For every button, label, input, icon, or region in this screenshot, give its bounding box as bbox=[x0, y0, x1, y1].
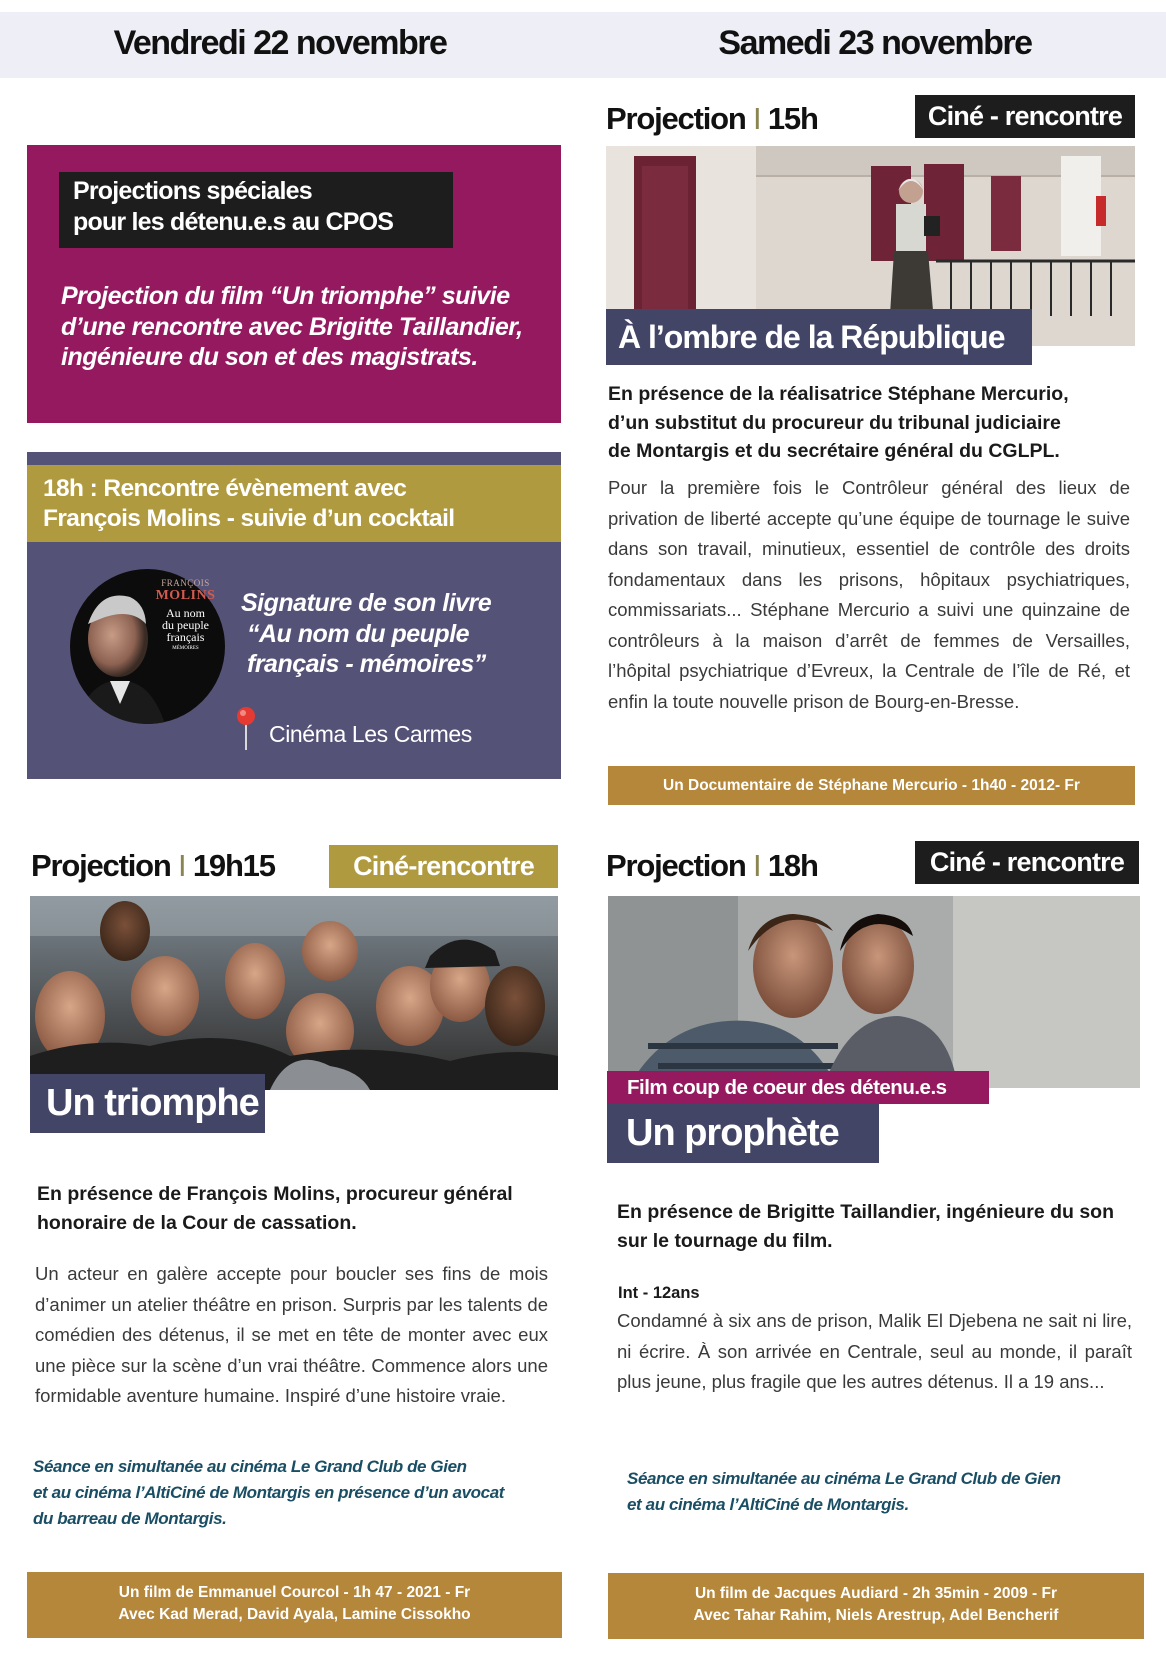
signature-line: “Au nom du peuple bbox=[247, 619, 470, 648]
meeting-heading bbox=[27, 465, 561, 542]
age-rating: Int - 12ans bbox=[618, 1284, 700, 1302]
book-subtitle: MÉMOIRES bbox=[172, 646, 199, 651]
projection-label: Projection bbox=[606, 101, 746, 136]
map-pin-icon bbox=[236, 706, 256, 750]
special-heading-line: Projections spéciales bbox=[73, 177, 312, 205]
meeting-heading-line: François Molins - suivie d’un cocktail bbox=[43, 505, 455, 532]
book-author-last: MOLINS bbox=[155, 588, 216, 603]
simultaneous-screening-note bbox=[627, 1466, 1137, 1518]
presence-line: d’un substitut du procureur du tribunal judiciaire bbox=[608, 411, 1061, 434]
signature-line: Signature de son livre bbox=[241, 589, 492, 617]
presence-taillandier bbox=[617, 1198, 1137, 1256]
presence-line: sur le tournage du film. bbox=[617, 1230, 833, 1252]
screening-title-15h bbox=[606, 101, 818, 137]
cine-rencontre-tag: Ciné - rencontre bbox=[915, 841, 1139, 884]
credits-a-l-ombre: Un Documentaire de Stéphane Mercurio - 1h40 - 2012- Fr bbox=[608, 766, 1135, 805]
screening-time: 15h bbox=[767, 101, 818, 136]
signature-line: français - mémoires” bbox=[247, 650, 486, 678]
book-author-first: FRANÇOIS bbox=[161, 578, 210, 588]
credit-line: Avec Kad Merad, David Ayala, Lamine Cissokho bbox=[118, 1606, 471, 1623]
day-heading-saturday: Samedi 23 novembre bbox=[718, 24, 1032, 62]
day-heading-friday: Vendredi 22 novembre bbox=[113, 24, 447, 62]
description-line: Projection du film “Un triomphe” suivie bbox=[61, 282, 510, 310]
cine-rencontre-tag: Ciné - rencontre bbox=[915, 95, 1135, 138]
presence-line: En présence de Brigitte Taillandier, ingénieure du son bbox=[617, 1201, 1115, 1223]
presence-mercurio bbox=[608, 380, 1128, 466]
book-cover-text bbox=[148, 578, 223, 651]
cine-rencontre-tag: Ciné-rencontre bbox=[329, 845, 558, 888]
presence-line: de Montargis et du secrétaire général du CGLPL. bbox=[608, 440, 1060, 462]
book-title-line: du peuple bbox=[162, 618, 209, 632]
presence-line: honoraire de la Cour de cassation. bbox=[37, 1212, 357, 1234]
separator: I bbox=[753, 101, 761, 136]
screening-title-18h bbox=[606, 848, 818, 884]
description-line: d’une rencontre avec Brigitte Taillandier, bbox=[61, 312, 523, 341]
simultaneous-line: du barreau de Montargis. bbox=[33, 1509, 227, 1528]
special-screenings-description bbox=[61, 281, 551, 373]
film-title-un-prophete: Un prophète bbox=[607, 1104, 879, 1163]
film-title-un-triomphe: Un triomphe bbox=[30, 1074, 265, 1133]
presence-molins bbox=[37, 1180, 557, 1238]
simultaneous-line: et au cinéma l’AltiCiné de Montargis en présence d’un avocat bbox=[33, 1483, 505, 1502]
credit-line: Un film de Emmanuel Courcol - 1h 47 - 2021 - Fr bbox=[118, 1584, 471, 1601]
screening-time: 19h15 bbox=[192, 848, 275, 883]
simultaneous-line: et au cinéma l’AltiCiné de Montargis. bbox=[627, 1495, 909, 1514]
presence-line: En présence de la réalisatrice Stéphane Mercurio, bbox=[608, 383, 1069, 405]
credits-un-prophete bbox=[608, 1573, 1144, 1639]
synopsis-a-l-ombre: Pour la première fois le Contrôleur général des lieux de privation de liberté accepte qu’une équipe de tournage le suive dans son travail, minutieux, essentiel de contrôle des droits fondamentaux dans les prisons, hôpitaux psychiatriques, commissariats... Stéphane Mercurio a suivi une quinzaine de contrôleurs à la maison d’arrêt de femmes de Versailles, l’hôpital psychiatrique d’Evreux, la Centrale de l’île de Ré, et enfin la toute nouvelle prison de Bourg-en-Bresse. bbox=[608, 477, 1130, 712]
simultaneous-screening-note bbox=[33, 1454, 563, 1532]
synopsis-un-triomphe: Un acteur en galère accepte pour boucler ses fins de mois d’animer un atelier théâtre en prison. Surpris par les talents de comédien des détenus, il se met en tête de monter avec eux une pièce sur la scène d’un vrai théâtre. Commence alors une formidable aventure humaine. Inspiré d’une histoire vraie. bbox=[35, 1263, 548, 1406]
credit-line: Un film de Jacques Audiard - 2h 35min - 2009 - Fr bbox=[694, 1585, 1058, 1602]
book-title-line: français bbox=[166, 630, 205, 644]
favorite-film-badge: Film coup de coeur des détenu.e.s bbox=[607, 1071, 989, 1104]
simultaneous-line: Séance en simultanée au cinéma Le Grand Club de Gien bbox=[33, 1457, 467, 1476]
presence-line: En présence de François Molins, procureur général bbox=[37, 1183, 513, 1205]
meeting-heading-line: 18h : Rencontre évènement avec bbox=[43, 475, 407, 502]
separator: I bbox=[753, 848, 761, 883]
un-prophete-photo bbox=[608, 896, 1140, 1088]
synopsis-un-prophete: Condamné à six ans de prison, Malik El Djebena ne sait ni lire, ni écrire. À son arrivée en Centrale, seul au monde, il paraît plus jeune, plus fragile que les autres détenus. Il a 19 ans... bbox=[617, 1310, 1132, 1392]
credits-un-triomphe bbox=[27, 1572, 562, 1638]
projection-label: Projection bbox=[606, 848, 746, 883]
screening-time: 18h bbox=[767, 848, 818, 883]
meeting-location: Cinéma Les Carmes bbox=[269, 721, 472, 747]
film-title-a-l-ombre: À l’ombre de la République bbox=[606, 309, 1032, 365]
book-signature bbox=[241, 588, 561, 680]
special-screenings-heading bbox=[59, 172, 453, 248]
simultaneous-line: Séance en simultanée au cinéma Le Grand Club de Gien bbox=[627, 1469, 1061, 1488]
un-triomphe-photo bbox=[30, 896, 558, 1090]
projection-label: Projection bbox=[31, 848, 171, 883]
special-heading-line: pour les détenu.e.s au CPOS bbox=[73, 208, 394, 236]
separator: I bbox=[178, 848, 186, 883]
screening-title-1915 bbox=[31, 848, 275, 884]
book-title-line: Au nom bbox=[166, 606, 205, 620]
credit-line: Avec Tahar Rahim, Niels Arestrup, Adel Bencherif bbox=[693, 1607, 1059, 1624]
description-line: ingénieure du son et des magistrats. bbox=[61, 343, 478, 371]
